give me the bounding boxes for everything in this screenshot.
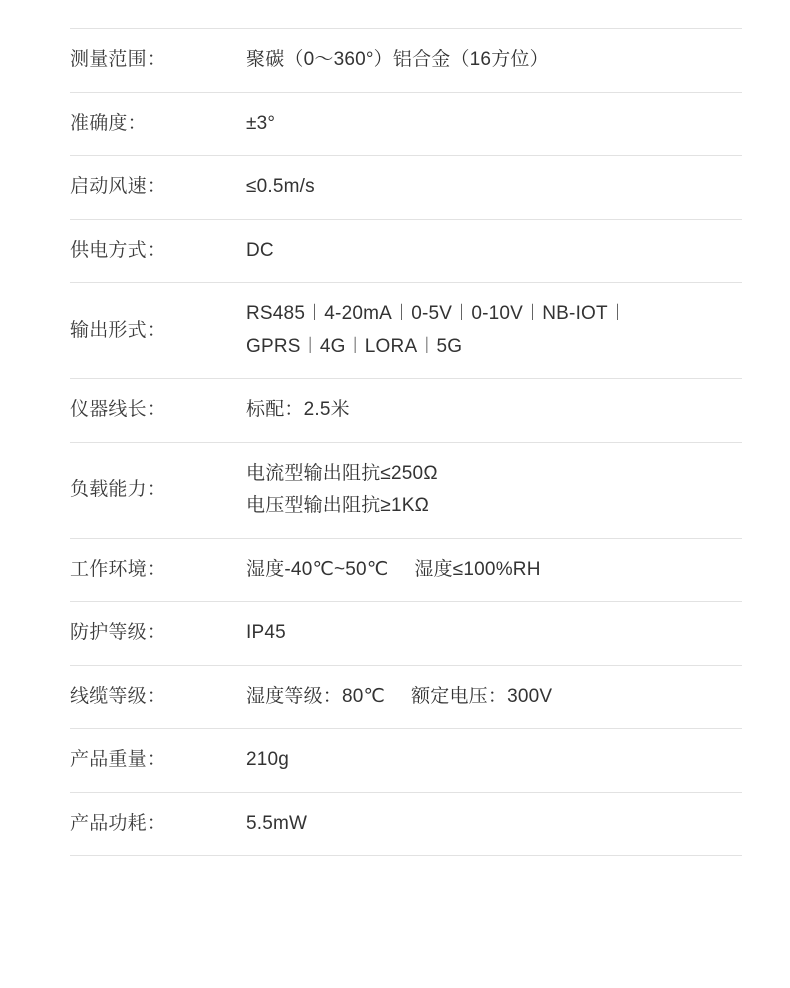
table-row [70, 729, 742, 793]
table-row [70, 442, 742, 538]
spec-value-segment: 额定电压：300V [411, 685, 553, 707]
table-row [70, 219, 742, 283]
table-row [70, 665, 742, 729]
spec-value-line: RS485︱4-20mA︱0-5V︱0-10V︱NB-IOT︱ [246, 303, 628, 324]
spec-value [246, 792, 742, 856]
spec-label: 防护等级： [70, 622, 167, 644]
spec-label: 测量范围： [70, 49, 167, 71]
spec-value-segment: 湿度≤100%RH [414, 558, 541, 580]
spec-label: 工作环境： [70, 558, 167, 580]
spec-value-line: 聚碳（0～360°）铝合金（16方位） [246, 49, 549, 70]
spec-value-line: ±3° [246, 112, 276, 134]
table-row [70, 379, 742, 443]
spec-value [246, 29, 742, 93]
spec-value [246, 442, 742, 538]
table-row [70, 538, 742, 602]
spec-label: 输出形式： [70, 319, 167, 341]
spec-label: 产品功耗： [70, 812, 167, 834]
table-row [70, 602, 742, 666]
spec-label: 准确度： [70, 112, 147, 134]
spec-value [246, 219, 742, 283]
table-row [70, 92, 742, 156]
specification-table-body [70, 29, 742, 856]
spec-value [246, 538, 742, 602]
spec-label: 负载能力： [70, 479, 167, 501]
table-row [70, 156, 742, 220]
spec-value-segment: 湿度-40℃~50℃ [246, 558, 389, 580]
spec-value-line: IP45 [246, 622, 286, 643]
spec-label: 线缆等级： [70, 685, 167, 707]
table-row [70, 29, 742, 93]
spec-label: 供电方式： [70, 239, 167, 261]
spec-value-line: ≤0.5m/s [246, 176, 315, 197]
spec-value [246, 92, 742, 156]
spec-value-segment: 湿度等级：80℃ [246, 685, 386, 707]
spec-value-line: 标配：2.5米 [246, 399, 350, 420]
spec-value-line: 电压型输出阻抗≥1KΩ [246, 495, 430, 516]
spec-label: 产品重量： [70, 749, 167, 771]
spec-label: 仪器线长： [70, 399, 167, 421]
spec-value-line: GPRS︱4G︱LORA︱5G [246, 335, 463, 357]
spec-value-line: 210g [246, 749, 290, 770]
spec-value [246, 729, 742, 793]
table-row [70, 283, 742, 379]
spec-value [246, 602, 742, 666]
spec-value [246, 379, 742, 443]
spec-value-line: DC [246, 239, 274, 261]
specification-table [70, 28, 742, 856]
spec-value [246, 156, 742, 220]
spec-label: 启动风速： [70, 176, 167, 198]
spec-value [246, 283, 742, 379]
spec-value-line: 电流型输出阻抗≤250Ω [246, 462, 438, 484]
spec-value-line: 5.5mW [246, 812, 308, 834]
spec-value [246, 665, 742, 729]
table-row [70, 792, 742, 856]
